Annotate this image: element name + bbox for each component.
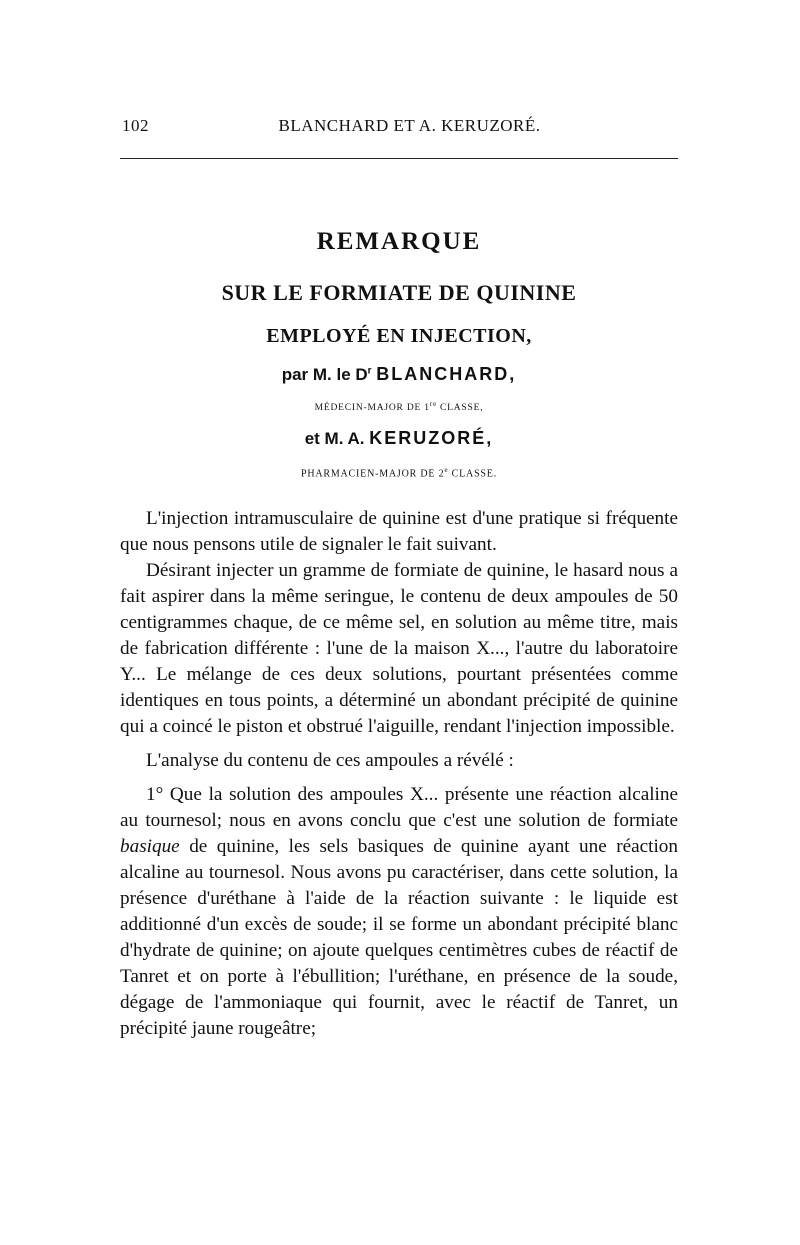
header-rule [120,158,678,159]
running-title: BLANCHARD ET A. KERUZORÉ. [278,116,541,135]
article-title-line2: SUR LE FORMIATE DE QUININE [221,280,577,305]
paragraph-1: L'injection intramusculaire de quinine est d'une pratique si fréquente que nous pensons utile de signaler le fait suivant. [120,508,678,555]
author-1-role-tail: CLASSE, [436,403,484,414]
author-1-role [120,400,678,413]
paragraph-4-italic: basique [120,836,180,857]
author-2-name: KERUZORÉ, [369,428,494,448]
paragraph-4 [120,782,678,1042]
author-1-prefix: par M. le D [281,365,368,384]
author-1-name: BLANCHARD, [376,364,517,384]
author-2-role-tail: CLASSE. [448,468,498,480]
author-2-role-sup: e [444,466,449,474]
author-1-role-sup: re [429,400,437,408]
paragraph-3: L'analyse du contenu de ces ampoules a révélé : [146,750,514,771]
author-2-prefix: et M. A. [304,429,365,448]
author-2-role-text: PHARMACIEN-MAJOR DE 2 [300,468,445,480]
article-body [120,506,678,1042]
paragraph-2: Désirant injecter un gramme de formiate de quinine, le hasard nous a fait aspirer dans la même seringue, le contenu de deux ampoules de 50 centigrammes chaque, de ce même sel, en solution au même titre, mais de fabrication différente : l'une de la maison X..., l'autre du laboratoire Y... Le mélange de ces deux solutions, pourtant présentées comme identiques en tous points, a déterminé un abondant précipité de quinine qui a coincé le piston et obstrué l'aiguille, rendant l'injection impossible. [120,560,678,737]
page-number: 102 [122,116,149,135]
paragraph-4-text-a: 1° Que la solution des ampoules X... présente une réaction alcaline au tournesol; nous en avons conclu que c'est une solution de formiate [120,784,678,831]
running-header [122,116,677,146]
paragraph-4-text-b: de quinine, les sels basiques de quinine ayant une réaction alcaline au tournesol. Nous avons pu caractériser, dans cette solution, la présence d'uréthane à l'aide de la réaction suivante : le liquide est additionné d'un excès de soude; il se forme un abondant précipité blanc d'hydrate de quinine; on ajoute quelques centimètres cubes de réactif de Tanret et on porte à l'ébullition; l'uréthane, en présence de la soude, dégage de l'ammoniaque qui fournit, avec le réactif de Tanret, un précipité jaune rougeâtre; [120,836,678,1039]
author-2-role [120,466,678,479]
author-1 [120,364,678,385]
author-1-role-text: MÉDECIN-MAJOR DE 1 [314,403,430,414]
article-title-line3: EMPLOYÉ EN INJECTION, [266,325,532,347]
author-2 [120,428,678,449]
author-1-prefix-sup: r [367,365,372,377]
article-title-line1: REMARQUE [316,228,482,255]
